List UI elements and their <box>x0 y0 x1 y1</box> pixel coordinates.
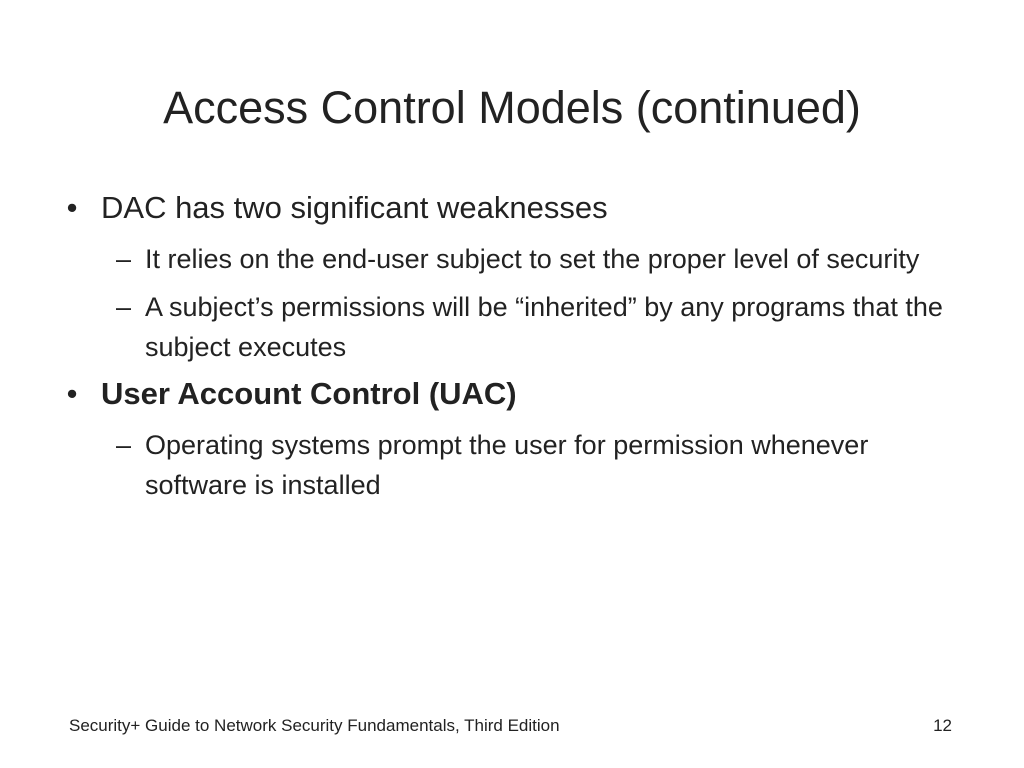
sub-bullet-marker: – <box>116 430 132 460</box>
sub-bullet-item <box>101 287 980 367</box>
bullet-item <box>60 185 980 367</box>
bullet-marker: • <box>66 190 78 225</box>
sub-bullet-text: Operating systems prompt the user for permission whenever software is installed <box>145 430 869 500</box>
sub-bullet-text: A subject’s permissions will be “inherited” by any programs that the subject executes <box>145 292 943 362</box>
sub-bullet-marker: – <box>116 292 132 322</box>
bullet-list <box>60 185 980 505</box>
bullet-marker: • <box>66 376 78 411</box>
sub-bullet-item <box>101 239 980 279</box>
sub-bullet-item <box>101 425 980 505</box>
sub-bullet-list <box>101 239 980 367</box>
slide-title: Access Control Models (continued) <box>163 82 861 133</box>
bullet-item <box>60 371 980 505</box>
sub-bullet-marker: – <box>116 244 132 274</box>
sub-bullet-list <box>101 425 980 505</box>
bullet-text: User Account Control (UAC) <box>101 376 517 411</box>
footer-text: Security+ Guide to Network Security Fundamentals, Third Edition <box>69 716 560 735</box>
page-number: 12 <box>933 716 952 735</box>
sub-bullet-text: It relies on the end-user subject to set the proper level of security <box>145 244 920 274</box>
bullet-text: DAC has two significant weaknesses <box>101 190 608 225</box>
